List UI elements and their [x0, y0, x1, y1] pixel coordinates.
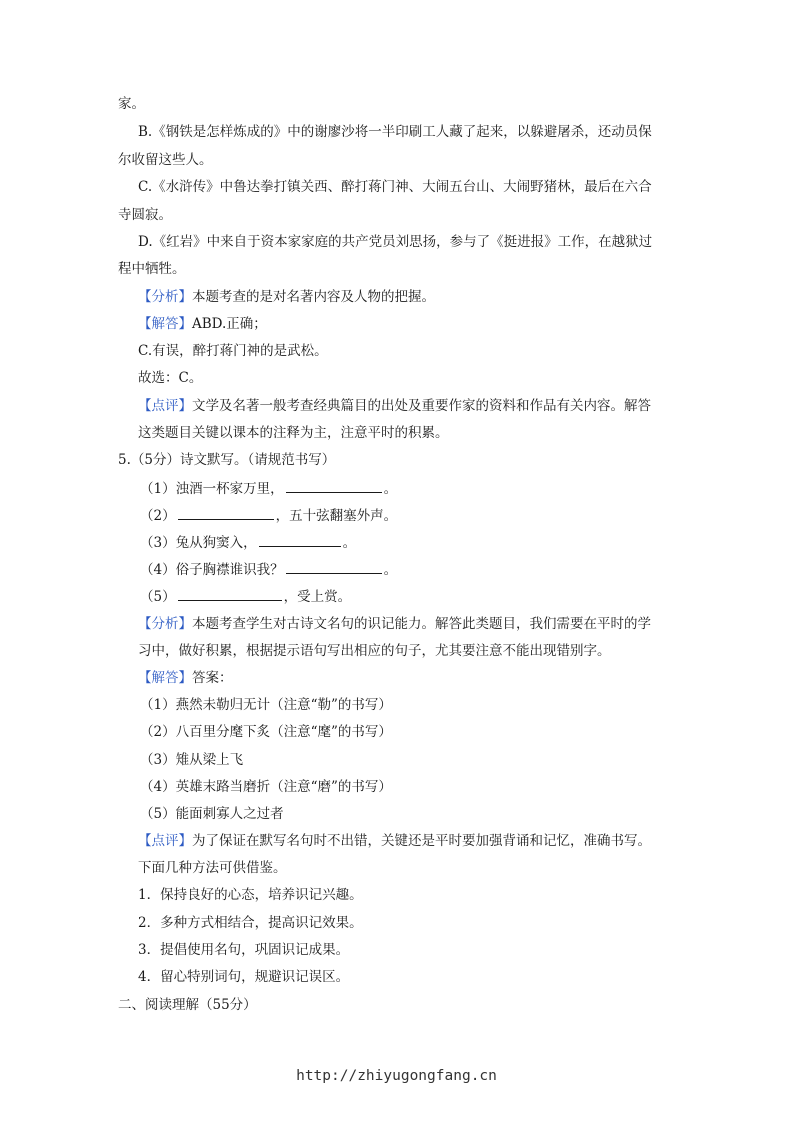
text-line: 家。 [118, 96, 145, 112]
option-b: B.《钢铁是怎样炼成的》中的谢廖沙将一半印刷工人藏了起来，以躲避屠杀，还动员保 [138, 124, 652, 140]
comment-line: 【点评】为了保证在默写名句时不出错，关键还是平时要加强背诵和记忆，准确书写。 [138, 833, 651, 849]
blank-line [259, 532, 341, 547]
analysis-tag: 【分析】 [138, 616, 192, 632]
text-line: 寺圆寂。 [118, 207, 172, 223]
fill-item: （3）兔从狗窦入， 。 [140, 532, 683, 553]
answer-item: （5）能面刺寡人之过者 [140, 806, 284, 822]
blank-line [178, 505, 274, 520]
answer-item: （4）英雄末路当磨折（注意“磨”的书写） [140, 779, 392, 795]
text-line: 尔收留这些人。 [118, 152, 213, 168]
blank-line [178, 586, 282, 601]
comment-tag: 【点评】 [138, 398, 192, 414]
text-line: 故选：C。 [138, 370, 203, 386]
answer-item: （1）燕然未勒归无计（注意“勒”的书写） [140, 697, 392, 713]
comment-tag: 【点评】 [138, 833, 192, 849]
section-heading: 二、阅读理解（55分） [118, 997, 257, 1013]
answer-tag: 【解答】 [138, 316, 192, 332]
blank-line [286, 478, 382, 493]
text-line: 程中牺牲。 [118, 261, 186, 277]
analysis-line: 【分析】本题考查的是对名著内容及人物的把握。 [138, 289, 435, 305]
answer-line: 【解答】ABD.正确； [138, 316, 267, 332]
answer-tag: 【解答】 [138, 670, 192, 686]
method-item: 4．留心特别词句，规避识记误区。 [138, 969, 350, 985]
footer-url: http://zhiyugongfang.cn [296, 1068, 497, 1084]
option-c: C.《水浒传》中鲁达拳打镇关西、醉打蒋门神、大闹五台山、大闹野猪林，最后在六合 [138, 179, 652, 195]
analysis-line: 【分析】本题考查学生对古诗文名句的识记能力。解答此类题目，我们需要在平时的学 [138, 616, 651, 632]
text-line: 习中，做好积累，根据提示语句写出相应的句子，尤其要注意不能出现错别字。 [138, 643, 611, 659]
text-line: 下面几种方法可供借鉴。 [138, 860, 287, 876]
method-item: 3．提倡使用名句，巩固识记成果。 [138, 942, 350, 958]
blank-line [286, 559, 382, 574]
text-line: 这类题目关键以课本的注释为主，注意平时的积累。 [138, 425, 449, 441]
answer-item: （3）雉从梁上飞 [140, 752, 244, 768]
answer-line: 【解答】答案： [138, 670, 233, 686]
fill-item: （1）浊酒一杯家万里， 。 [140, 478, 683, 499]
method-item: 2．多种方式相结合，提高识记效果。 [138, 915, 363, 931]
question-heading: 5.（5分）诗文默写。（请规范书写） [118, 452, 336, 468]
fill-item: （5） ，受上赏。 [140, 586, 683, 607]
answer-item: （2）八百里分麾下炙（注意“麾”的书写） [140, 724, 392, 740]
option-d: D.《红岩》中来自于资本家家庭的共产党员刘思扬，参与了《挺进报》工作，在越狱过 [138, 234, 653, 250]
fill-item: （2） ，五十弦翻塞外声。 [140, 505, 683, 526]
analysis-tag: 【分析】 [138, 289, 192, 305]
text-line: C.有误，醉打蒋门神的是武松。 [138, 343, 328, 359]
comment-line: 【点评】文学及名著一般考查经典篇目的出处及重要作家的资料和作品有关内容。解答 [138, 398, 651, 414]
fill-item: （4）俗子胸襟谁识我？ 。 [140, 559, 683, 580]
method-item: 1．保持良好的心态，培养识记兴趣。 [138, 887, 363, 903]
